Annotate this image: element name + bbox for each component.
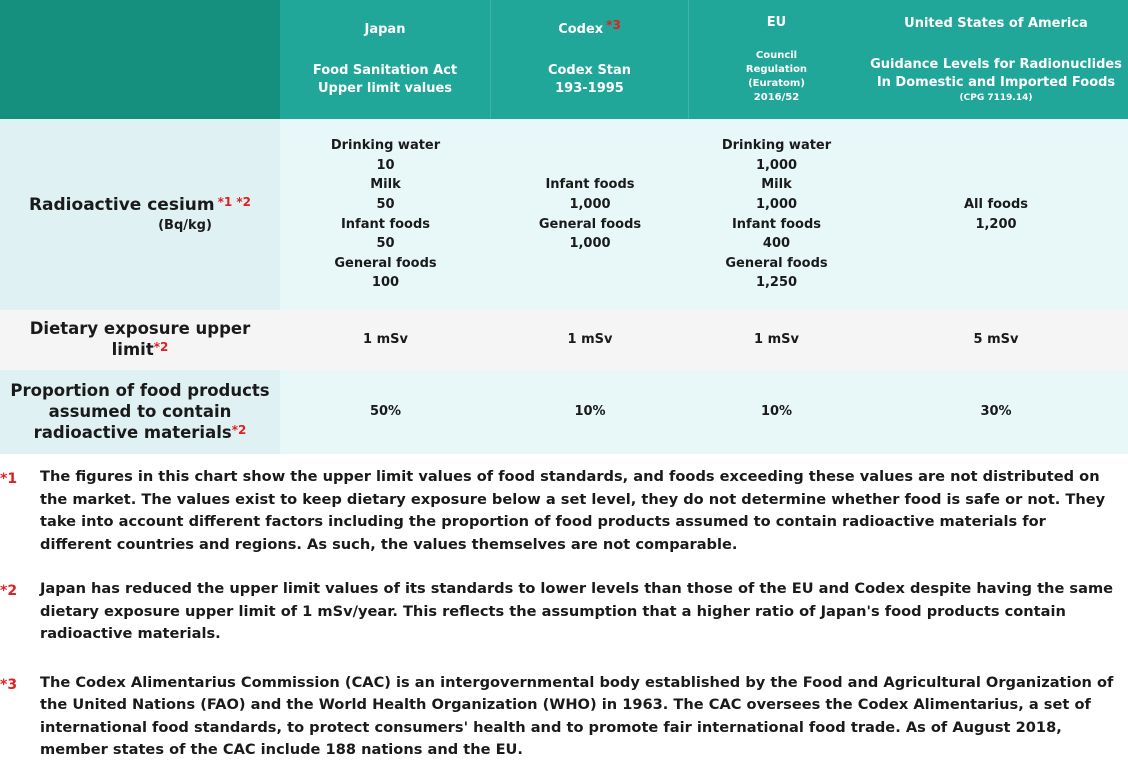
table-row-cesium [0,119,1128,310]
row-label-proportion [0,370,280,454]
footnote-mark: *1 *2 [217,194,252,209]
header-empty-cell [0,0,280,119]
value-line: 1,250 [755,275,798,291]
footnote-mark: *2 [0,583,18,599]
value-line: General foods [334,255,437,271]
header-eu [689,0,864,119]
law-code: (CPG 7119.14) [959,92,1033,103]
row-label-line: radioactive materials [33,422,232,442]
header-japan [280,0,491,119]
value-line: Infant foods [545,177,635,193]
cell-eu-exposure [689,310,864,370]
footnote-text: The figures in this chart show the upper limit values of food standards, and foods exceeding these values are not distributed on the market. The values exist to keep dietary exposure below a set level, they do not determine whether food is safe or not. They take into account different factors including the proportion of food products assumed to contain radioactive materials for different countries and regions. As such, the values themselves are not comparable. [40,468,1106,553]
footnote-1 [0,466,1128,556]
value-line: 1,000 [755,157,798,173]
law-name-line1: Food Sanitation Act [312,62,458,78]
value: 1 mSv [567,332,613,348]
law-name-line2: Upper limit values [317,80,453,96]
value-line: Milk [761,177,792,193]
value: 10% [574,404,606,420]
cell-usa-cesium [864,119,1128,310]
country-name: Codex [558,22,604,37]
value: 5 mSv [973,332,1019,348]
value-line: 1,000 [569,196,611,212]
cell-japan-proportion [280,370,491,454]
cell-codex-exposure [491,310,689,370]
value-line: Infant foods [731,216,822,232]
value-line: 50 [376,196,395,212]
row-label-text: Radioactive cesium [28,194,215,215]
value-line: 50 [376,236,395,252]
footnote-text: The Codex Alimentarius Commission (CAC) is an intergovernmental body established by the Food and Agricultural Organization of the United Nations (FAO) and the World Health Organization (WHO) in 1963. The CAC oversees the Codex Alimentarius, a set of international food standards, to protect consumers' health and to promote fair international food trade. As of August 2018, member states of the CAC include 188 nations and the EU. [40,673,1114,758]
footnote-mark: *2 [153,340,169,354]
cell-eu-proportion [689,370,864,454]
value-line: General foods [725,255,828,271]
footnote-2 [0,578,1128,646]
value-line: 100 [371,275,400,291]
cell-japan-exposure [280,310,491,370]
footnote-mark: *3 [606,18,621,32]
country-name: United States of America [904,15,1088,31]
law-name-line: Council [755,49,798,61]
value: 30% [980,404,1012,420]
law-name-line1: Codex Stan [547,63,632,78]
law-name-line: Regulation [745,63,808,75]
value-line: 400 [762,236,791,252]
value-line: 10 [376,157,395,173]
law-name-line: 2016/52 [753,91,800,103]
row-label-line: Proportion of food products [10,380,270,400]
value-line: All foods [963,196,1029,212]
row-label-exposure [0,310,280,370]
value-line: Drinking water [721,138,832,154]
value: 1 mSv [363,332,408,348]
law-name-line: (Euratom) [748,77,805,89]
cell-codex-proportion [491,370,689,454]
value-line: 1,200 [975,216,1017,232]
row-label-cesium [0,119,280,310]
table-row-exposure [0,310,1128,370]
country-name: EU [766,14,787,30]
country-name: Japan [364,21,406,37]
value-line: Drinking water [330,138,441,154]
header-codex [491,0,689,119]
footnote-3 [0,672,1128,762]
footnote-mark: *3 [0,676,18,693]
row-label-text: Dietary exposure upper limit [29,319,251,359]
cell-codex-cesium [491,119,689,310]
footnote-text: Japan has reduced the upper limit values of its standards to lower levels than those of the EU and Codex despite having the same dietary exposure upper limit of 1 mSv/year. This reflects the assumption that a higher ratio of Japan's food products contain radioactive materials. [40,580,1114,642]
cell-usa-proportion [864,370,1128,454]
row-unit: (Bq/kg) [158,217,212,233]
value: 1 mSv [754,332,799,348]
law-name-line2: In Domestic and Imported Foods [876,74,1116,90]
footnote-mark: *1 [0,471,18,487]
law-name-line2: 193-1995 [555,81,624,96]
value: 10% [760,404,793,420]
value: 50% [369,404,402,420]
cell-usa-exposure [864,310,1128,370]
row-label-line: assumed to contain [48,401,232,421]
footnotes [0,466,1128,762]
value-line: Milk [370,177,401,193]
value-line: 1,000 [755,196,798,212]
header-usa [864,0,1128,119]
value-line: 1,000 [569,236,611,252]
law-name-line1: Guidance Levels for Radionuclides [870,56,1122,72]
table-row-proportion [0,370,1128,454]
footnote-mark: *2 [231,422,247,437]
cell-eu-cesium [689,119,864,310]
value-line: Infant foods [340,216,431,232]
value-line: General foods [538,216,642,232]
table-header-row [0,0,1128,119]
cell-japan-cesium [280,119,491,310]
